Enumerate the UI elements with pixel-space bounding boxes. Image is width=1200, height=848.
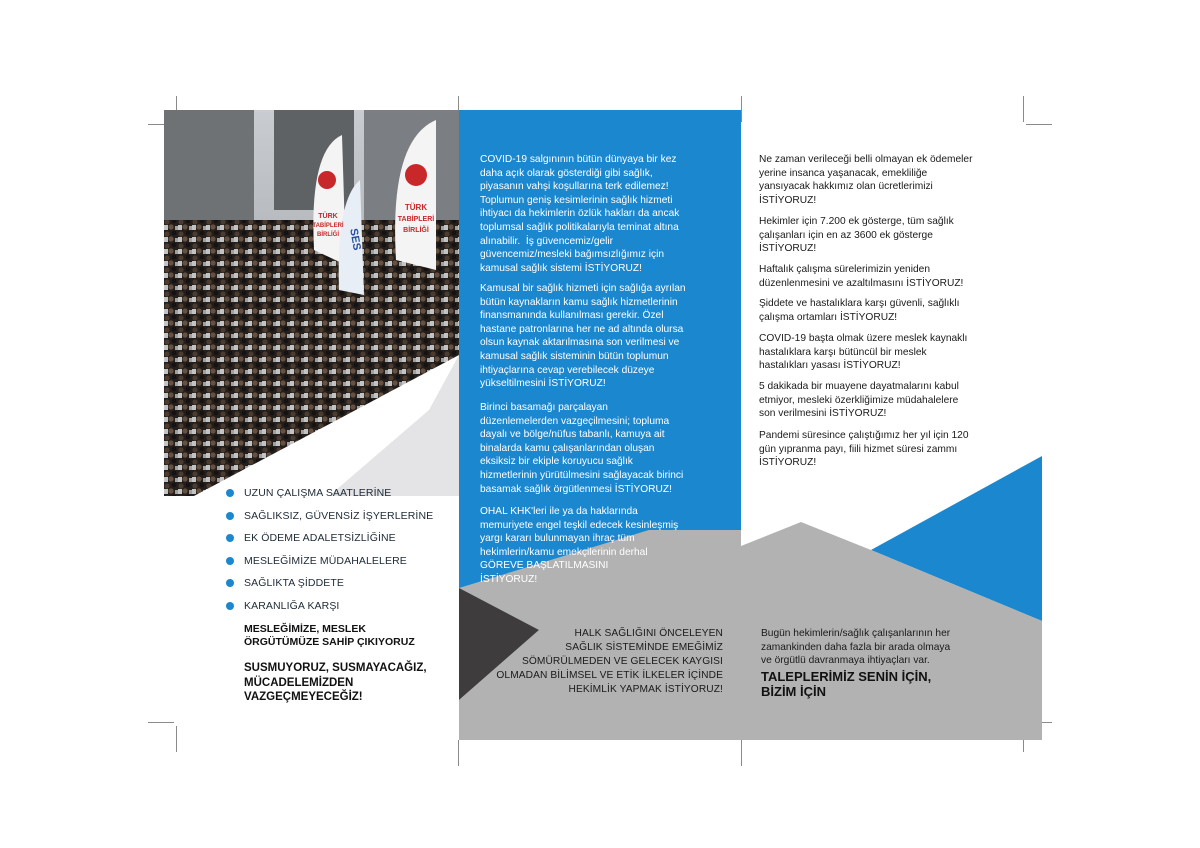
text-line: SÖMÜRÜLMEDEN VE GELECEK KAYGISI xyxy=(521,656,723,667)
crop-mark xyxy=(176,726,177,752)
text-line: piyasanın vahşi koşullarına terk edilemez! xyxy=(480,181,669,193)
demand-working-hours xyxy=(759,263,1029,290)
text-line: eksiksiz bir ekiple koruyucu sağlık xyxy=(480,456,633,468)
crop-mark xyxy=(458,740,459,766)
text-line: Hekimler için 7.200 ek gösterge, tüm sağlık xyxy=(759,216,954,227)
text-line: Birinci basamağı parçalayan xyxy=(480,402,608,413)
crop-mark xyxy=(1023,96,1024,122)
panel2-closing-statement xyxy=(493,627,723,697)
paragraph-primary-care xyxy=(480,401,728,496)
text-line: hekimlerin/kamu emekçilerinin derhal xyxy=(480,546,648,558)
slogan-struggle xyxy=(244,661,444,705)
flag-middle-text: SES xyxy=(347,227,363,252)
text-line: SAĞLIK SİSTEMİNDE EMEĞİMİZ xyxy=(565,642,723,653)
text-line: OHAL KHK'leri ile ya da haklarında xyxy=(480,506,638,517)
text-line: HEKİMLİK YAPMAK İSTİYORUZ! xyxy=(568,684,723,695)
text-line: 5 dakikada bir muayene dayatmalarını kabul xyxy=(759,381,959,392)
text-line: kamusal sağlık sistemi İSTİYORUZ! xyxy=(480,262,642,274)
text-line: HALK SAĞLIĞINI ÖNCELEYEN xyxy=(574,628,723,639)
slogan-line: ÖRGÜTÜMÜZE SAHİP ÇIKIYORUZ xyxy=(244,636,415,648)
crop-mark xyxy=(1026,124,1052,125)
demand-wages xyxy=(759,153,1029,207)
text-line: Pandemi süresince çalıştığımız her yıl için 120 xyxy=(759,430,969,441)
text-line: çalışanları için en az 3600 ek gösterge xyxy=(759,229,933,241)
text-line: hizmetlerinin yürütülmesini sağlayacak birinci xyxy=(480,469,684,481)
demand-indicator xyxy=(759,215,1029,256)
text-line: yerine insanca yaşanacak, emekliliğe xyxy=(759,167,928,179)
text-line: dayalı ve bölge/nüfus tabanlı, kamuya ait xyxy=(480,429,665,441)
bullet-item xyxy=(226,553,433,576)
slogan-line: MÜCADELEMİZDEN xyxy=(244,676,354,689)
slogan-line: MESLEĞİMİZE, MESLEK xyxy=(244,623,366,635)
text-line: zamankinden daha fazla bir arada olmaya xyxy=(761,641,951,653)
bullet-text: SAĞLIKSIZ, GÜVENSİZ İŞYERLERİNE xyxy=(244,509,434,522)
demand-wear-share xyxy=(759,429,1029,470)
bullet-text: SAĞLIKTA ŞİDDETE xyxy=(244,577,345,590)
text-line: olsun kaynak aktarılmasına son verilmesi ve xyxy=(480,337,680,349)
text-line: İSTİYORUZ! xyxy=(759,243,817,255)
demand-autonomy xyxy=(759,380,1029,421)
panel3-closing-text xyxy=(761,627,1021,668)
text-line: yargı kararı bulunmayan ihraç tüm xyxy=(480,533,635,545)
text-line: Ne zaman verileceği belli olmayan ek ödemeler xyxy=(759,154,973,165)
text-line: yükseltilmesini İSTİYORUZ! xyxy=(480,378,606,390)
bullet-item xyxy=(226,575,433,598)
text-line: ihtiyacı da hekimlerin özlük hakları da ancak xyxy=(480,208,680,220)
demand-safe-workplace xyxy=(759,297,1029,324)
protest-photo xyxy=(164,110,459,496)
text-line: OLMADAN BİLİMSEL VE ETİK İLKELER İÇİNDE xyxy=(496,670,723,681)
text-line: Haftalık çalışma sürelerimizin yeniden xyxy=(759,264,930,275)
bullet-dot-icon xyxy=(226,512,234,520)
bullet-list xyxy=(226,485,433,621)
bullet-dot-icon xyxy=(226,602,234,610)
text-line: son verilmesini İSTİYORUZ! xyxy=(759,408,887,420)
crop-mark xyxy=(741,96,742,122)
bullet-text: KARANLIĞA KARŞI xyxy=(244,599,340,612)
text-line: yansıyacak hakkımız olan ücretlerimizi xyxy=(759,181,933,193)
text-line: İSTİYORUZ! xyxy=(480,573,538,585)
flag-right-line1: TÜRK xyxy=(404,203,428,212)
text-line: finansmanında kullanılması gerekir. Özel xyxy=(480,310,664,322)
text-line: basamak sağlık örgütlenmesi İSTİYORUZ! xyxy=(480,483,672,495)
crowd-illustration xyxy=(164,110,459,496)
paragraph-public-funding xyxy=(480,282,728,391)
crop-mark xyxy=(148,722,174,723)
text-line: alınabilir. İş güvencemiz/gelir xyxy=(480,235,614,247)
text-line: COVID-19 salgınının bütün dünyaya bir kez xyxy=(480,154,677,165)
flag-right-line3: BİRLİĞİ xyxy=(403,227,429,234)
text-line: kamusal sağlık sisteminin bütün toplumun xyxy=(480,350,669,362)
slogan-line: VAZGEÇMEYECEĞİZ! xyxy=(244,691,363,703)
text-line: ihtiyaçlarına cevap verebilecek düzeye xyxy=(480,364,655,376)
text-line: hastane patronlarına her ne ad altında olursa xyxy=(480,323,684,335)
bullet-text: UZUN ÇALIŞMA SAATLERİNE xyxy=(244,487,392,499)
text-line: İSTİYORUZ! xyxy=(759,194,817,206)
text-line: İSTİYORUZ! xyxy=(759,457,817,469)
paragraph-ohal-khk xyxy=(480,505,728,587)
flag-left-line3: BİRLİĞİ xyxy=(317,232,339,238)
bullet-text: MESLEĞİMİZE MÜDAHALELERE xyxy=(244,554,407,567)
bullet-item xyxy=(226,508,433,531)
text-line: bütün kaynakların kamu sağlık hizmetlerinin xyxy=(480,296,678,308)
panel3-headline xyxy=(761,669,1021,699)
text-line: ve örgütlü davranmaya ihtiyaçları var. xyxy=(761,655,930,667)
text-line: düzenlenmesini ve azaltılmasını İSTİYORUZ! xyxy=(759,277,964,289)
text-line: hastalıkları yasası İSTİYORUZ! xyxy=(759,360,901,372)
bullet-dot-icon xyxy=(226,579,234,587)
bullet-item xyxy=(226,485,433,508)
text-line: toplumsal sağlık politikalarıyla teminat altına xyxy=(480,221,679,233)
emblem-icon xyxy=(405,164,427,186)
text-line: binalarda kamu çalışanlarından oluşan xyxy=(480,442,655,454)
text-line: düzenlemelerden vazgeçilmesini; topluma xyxy=(480,415,670,427)
slogan-line: SUSMUYORUZ, SUSMAYACAĞIZ, xyxy=(244,662,427,674)
flag-left-line1: TÜRK xyxy=(318,213,338,220)
crop-mark xyxy=(741,740,742,766)
paragraph-health-system xyxy=(480,153,728,275)
text-line: hastalıklara karşı bütüncül bir meslek xyxy=(759,346,927,358)
text-line: COVID-19 başta olmak üzere meslek kaynaklı xyxy=(759,333,968,344)
text-line: GÖREVE BAŞLATILMASINI xyxy=(480,560,609,572)
demand-occupational-law xyxy=(759,332,1029,373)
text-line: daha açık olarak gösterdiği gibi sağlık, xyxy=(480,167,653,179)
text-line: Kamusal bir sağlık hizmeti için sağlığa ayrılan xyxy=(480,283,686,294)
text-line: gün yıpranma payı, fiili hizmet süresi zammı xyxy=(759,443,958,455)
text-line: Şiddete ve hastalıklara karşı güvenli, sağlıklı xyxy=(759,298,960,309)
slogan-profession xyxy=(244,623,444,649)
bullet-item xyxy=(226,530,433,553)
bullet-dot-icon xyxy=(226,534,234,542)
bullet-item xyxy=(226,598,433,621)
text-line: etmiyor, mesleki özerkliğimize müdahalelere xyxy=(759,394,959,406)
text-line: çalışma ortamları İSTİYORUZ! xyxy=(759,311,898,323)
bullet-dot-icon xyxy=(226,489,234,497)
text-line: memuriyete engel teşkil edecek kesinleşmiş xyxy=(480,519,679,531)
bullet-dot-icon xyxy=(226,557,234,565)
text-line: Toplumun geniş kesimlerinin sağlık hizmeti xyxy=(480,194,673,206)
flag-right-line2: TABİPLERİ xyxy=(397,216,435,223)
text-line: Bugün hekimlerin/sağlık çalışanlarının her xyxy=(761,628,951,639)
bullet-text: EK ÖDEME ADALETSİZLİĞİNE xyxy=(244,532,396,545)
text-line: TALEPLERİMİZ SENİN İÇİN, xyxy=(761,669,932,684)
text-line: güvencemiz/mesleki bağımsızlığımız için xyxy=(480,249,665,261)
text-line: BİZİM İÇİN xyxy=(761,684,826,699)
emblem-icon xyxy=(318,171,336,189)
flag-left-line2: TABİPLERİ xyxy=(312,223,344,229)
